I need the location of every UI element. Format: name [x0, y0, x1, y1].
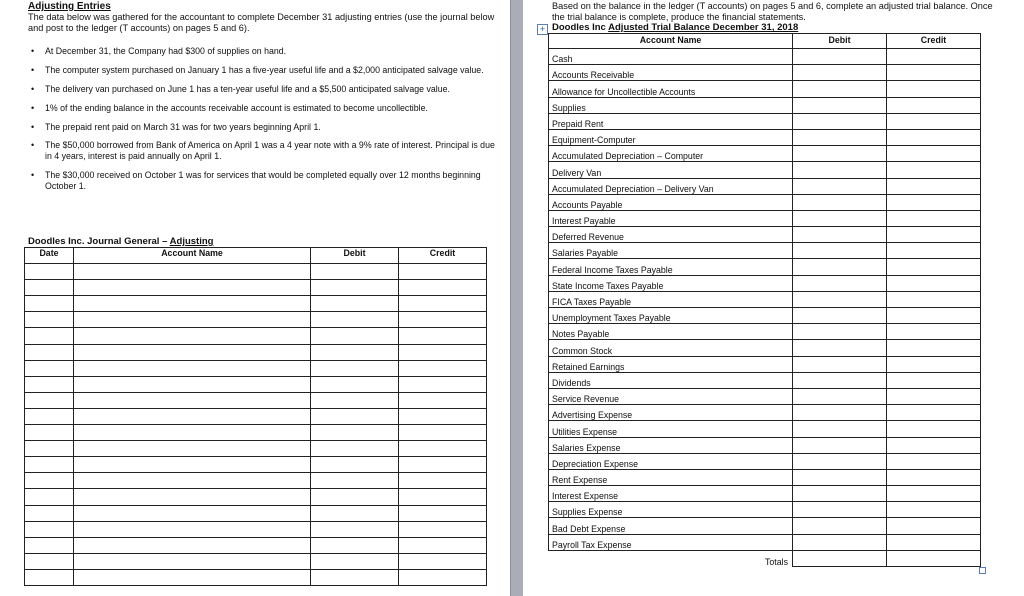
- date-cell[interactable]: [25, 312, 74, 328]
- totals-label: Totals: [765, 556, 788, 567]
- right-page: [523, 0, 1024, 596]
- account-name-cell: Bad Debt Expense: [549, 518, 793, 534]
- debit-cell[interactable]: [793, 65, 887, 81]
- account-name-cell: Salaries Expense: [549, 437, 793, 453]
- table-row: [25, 296, 487, 312]
- account-name-cell: Interest Expense: [549, 486, 793, 502]
- credit-cell[interactable]: [399, 489, 487, 505]
- account-name-cell: Notes Payable: [549, 324, 793, 340]
- debit-cell[interactable]: [311, 312, 399, 328]
- account-name-cell: FICA Taxes Payable: [549, 291, 793, 307]
- account-name-cell: Unemployment Taxes Payable: [549, 308, 793, 324]
- table-row: [25, 312, 487, 328]
- debit-cell[interactable]: [793, 227, 887, 243]
- table-row: [25, 328, 487, 344]
- plus-box-icon[interactable]: +: [537, 24, 548, 35]
- table-row: [25, 473, 487, 489]
- totals-debit-cell[interactable]: [793, 550, 887, 566]
- credit-cell[interactable]: [887, 469, 981, 485]
- account-cell[interactable]: [74, 296, 311, 312]
- account-cell[interactable]: [74, 473, 311, 489]
- table-row: [549, 81, 981, 97]
- table-row: [549, 146, 981, 162]
- account-cell[interactable]: [74, 408, 311, 424]
- list-item: • The delivery van purchased on June 1 has a ten-year useful life and a $5,500 anticipated salvage value.: [28, 84, 498, 95]
- credit-cell[interactable]: [887, 291, 981, 307]
- table-row: [549, 356, 981, 372]
- debit-cell[interactable]: [793, 194, 887, 210]
- date-cell[interactable]: [25, 328, 74, 344]
- credit-cell[interactable]: [399, 376, 487, 392]
- account-cell[interactable]: [74, 553, 311, 569]
- credit-cell[interactable]: [399, 392, 487, 408]
- credit-cell[interactable]: [887, 502, 981, 518]
- debit-cell[interactable]: [793, 421, 887, 437]
- table-row: [549, 372, 981, 388]
- journal-title: Doodles Inc. Journal General – Adjusting: [28, 236, 214, 247]
- credit-cell[interactable]: [887, 194, 981, 210]
- table-row: [549, 502, 981, 518]
- date-cell[interactable]: [25, 376, 74, 392]
- date-cell[interactable]: [25, 425, 74, 441]
- debit-cell[interactable]: [793, 308, 887, 324]
- debit-cell[interactable]: [793, 388, 887, 404]
- debit-cell[interactable]: [793, 243, 887, 259]
- debit-cell[interactable]: [793, 372, 887, 388]
- date-cell[interactable]: [25, 392, 74, 408]
- totals-credit-cell[interactable]: [887, 550, 981, 566]
- credit-cell[interactable]: [887, 259, 981, 275]
- credit-cell[interactable]: [399, 360, 487, 376]
- credit-cell[interactable]: [887, 97, 981, 113]
- account-name-cell: Interest Payable: [549, 210, 793, 226]
- table-row: [549, 178, 981, 194]
- table-row: [549, 388, 981, 404]
- table-row: [549, 324, 981, 340]
- date-cell[interactable]: [25, 521, 74, 537]
- account-name-cell: Accumulated Depreciation – Delivery Van: [549, 178, 793, 194]
- credit-cell[interactable]: [887, 372, 981, 388]
- list-item: • The $50,000 borrowed from Bank of America on April 1 was a 4 year note with a 9% rate of interest. Principal is due in 4 years, interest is paid annually on April 1.: [28, 140, 498, 161]
- account-name-cell: Accounts Receivable: [549, 65, 793, 81]
- table-row: [549, 113, 981, 129]
- table-row: [549, 227, 981, 243]
- account-name-cell: Accounts Payable: [549, 194, 793, 210]
- credit-cell[interactable]: [887, 113, 981, 129]
- account-cell[interactable]: [74, 441, 311, 457]
- table-row: [549, 194, 981, 210]
- debit-cell[interactable]: [311, 376, 399, 392]
- account-name-cell: Allowance for Uncollectible Accounts: [549, 81, 793, 97]
- date-cell[interactable]: [25, 473, 74, 489]
- table-row: [25, 280, 487, 296]
- debit-cell[interactable]: [793, 291, 887, 307]
- credit-cell[interactable]: [887, 49, 981, 65]
- credit-cell[interactable]: [887, 162, 981, 178]
- debit-cell[interactable]: [311, 457, 399, 473]
- account-cell[interactable]: [74, 376, 311, 392]
- debit-cell[interactable]: [793, 162, 887, 178]
- list-item: • The $30,000 received on October 1 was for services that would be completed equally over 12 months beginning October 1.: [28, 170, 498, 191]
- debit-cell[interactable]: [311, 344, 399, 360]
- account-name-cell: Common Stock: [549, 340, 793, 356]
- table-row: [25, 489, 487, 505]
- account-name-cell: Depreciation Expense: [549, 453, 793, 469]
- credit-cell[interactable]: [887, 437, 981, 453]
- table-row: [549, 308, 981, 324]
- header-date: Date: [25, 248, 74, 264]
- table-row: [549, 534, 981, 550]
- table-row: [549, 259, 981, 275]
- account-cell[interactable]: [74, 392, 311, 408]
- trial-balance-table: [548, 33, 981, 567]
- debit-cell[interactable]: [311, 569, 399, 585]
- debit-cell[interactable]: [793, 113, 887, 129]
- account-cell[interactable]: [74, 425, 311, 441]
- credit-cell[interactable]: [399, 425, 487, 441]
- debit-cell[interactable]: [793, 340, 887, 356]
- account-name-cell: Service Revenue: [549, 388, 793, 404]
- account-cell[interactable]: [74, 264, 311, 280]
- credit-cell[interactable]: [887, 388, 981, 404]
- header-debit: Debit: [311, 248, 399, 264]
- debit-cell[interactable]: [311, 392, 399, 408]
- debit-cell[interactable]: [793, 502, 887, 518]
- account-cell[interactable]: [74, 328, 311, 344]
- credit-cell[interactable]: [399, 521, 487, 537]
- table-row: [549, 243, 981, 259]
- credit-cell[interactable]: [399, 328, 487, 344]
- table-row: [549, 97, 981, 113]
- table-row: [549, 518, 981, 534]
- table-row: [25, 425, 487, 441]
- debit-cell[interactable]: [793, 405, 887, 421]
- account-name-cell: Equipment-Computer: [549, 129, 793, 145]
- credit-cell[interactable]: [399, 264, 487, 280]
- debit-cell[interactable]: [311, 505, 399, 521]
- table-row: [25, 344, 487, 360]
- account-name-cell: Advertising Expense: [549, 405, 793, 421]
- table-row: [25, 505, 487, 521]
- credit-cell[interactable]: [399, 296, 487, 312]
- adjusting-data-list: [28, 46, 498, 199]
- debit-cell[interactable]: [793, 210, 887, 226]
- credit-cell[interactable]: [399, 344, 487, 360]
- credit-cell[interactable]: [887, 534, 981, 550]
- table-row: [549, 421, 981, 437]
- debit-cell[interactable]: [311, 521, 399, 537]
- header-account-name: Account Name: [74, 248, 311, 264]
- credit-cell[interactable]: [887, 81, 981, 97]
- credit-cell[interactable]: [887, 486, 981, 502]
- resize-handle-icon[interactable]: [979, 567, 986, 574]
- debit-cell[interactable]: [793, 81, 887, 97]
- credit-cell[interactable]: [887, 178, 981, 194]
- table-row: [549, 291, 981, 307]
- debit-cell[interactable]: [793, 469, 887, 485]
- debit-cell[interactable]: [311, 296, 399, 312]
- debit-cell[interactable]: [311, 360, 399, 376]
- date-cell[interactable]: [25, 569, 74, 585]
- date-cell[interactable]: [25, 489, 74, 505]
- account-cell[interactable]: [74, 312, 311, 328]
- table-row: [549, 275, 981, 291]
- credit-cell[interactable]: [887, 210, 981, 226]
- debit-cell[interactable]: [311, 328, 399, 344]
- table-row: [25, 441, 487, 457]
- table-row: [549, 469, 981, 485]
- debit-cell[interactable]: [793, 259, 887, 275]
- account-name-cell: Supplies Expense: [549, 502, 793, 518]
- credit-cell[interactable]: [887, 421, 981, 437]
- debit-cell[interactable]: [793, 97, 887, 113]
- account-name-cell: Supplies: [549, 97, 793, 113]
- credit-cell[interactable]: [399, 553, 487, 569]
- account-cell[interactable]: [74, 505, 311, 521]
- totals-row: [549, 550, 981, 566]
- credit-cell[interactable]: [399, 569, 487, 585]
- credit-cell[interactable]: [399, 505, 487, 521]
- header-debit: Debit: [793, 34, 887, 49]
- table-row: [25, 376, 487, 392]
- date-cell[interactable]: [25, 457, 74, 473]
- credit-cell[interactable]: [887, 453, 981, 469]
- debit-cell[interactable]: [311, 537, 399, 553]
- credit-cell[interactable]: [399, 312, 487, 328]
- account-cell[interactable]: [74, 344, 311, 360]
- list-item: • At December 31, the Company had $300 of supplies on hand.: [28, 46, 498, 57]
- date-cell[interactable]: [25, 537, 74, 553]
- table-row: [549, 453, 981, 469]
- credit-cell[interactable]: [887, 227, 981, 243]
- debit-cell[interactable]: [311, 473, 399, 489]
- date-cell[interactable]: [25, 441, 74, 457]
- debit-cell[interactable]: [793, 437, 887, 453]
- table-row: [549, 65, 981, 81]
- credit-cell[interactable]: [887, 405, 981, 421]
- table-row: [549, 437, 981, 453]
- account-name-cell: Utilities Expense: [549, 421, 793, 437]
- credit-cell[interactable]: [887, 129, 981, 145]
- debit-cell[interactable]: [793, 486, 887, 502]
- debit-cell[interactable]: [793, 518, 887, 534]
- date-cell[interactable]: [25, 344, 74, 360]
- account-cell[interactable]: [74, 360, 311, 376]
- journal-table: [24, 247, 487, 586]
- credit-cell[interactable]: [887, 243, 981, 259]
- account-name-cell: Prepaid Rent: [549, 113, 793, 129]
- debit-cell[interactable]: [793, 178, 887, 194]
- account-cell[interactable]: [74, 489, 311, 505]
- credit-cell[interactable]: [887, 275, 981, 291]
- date-cell[interactable]: [25, 296, 74, 312]
- credit-cell[interactable]: [399, 441, 487, 457]
- table-row: [549, 210, 981, 226]
- credit-cell[interactable]: [399, 537, 487, 553]
- header-account-name: Account Name: [549, 34, 793, 49]
- debit-cell[interactable]: [793, 146, 887, 162]
- header-credit: Credit: [887, 34, 981, 49]
- debit-cell[interactable]: [793, 275, 887, 291]
- date-cell[interactable]: [25, 360, 74, 376]
- debit-cell[interactable]: [311, 280, 399, 296]
- debit-cell[interactable]: [311, 425, 399, 441]
- date-cell[interactable]: [25, 408, 74, 424]
- account-cell[interactable]: [74, 537, 311, 553]
- account-name-cell: Salaries Payable: [549, 243, 793, 259]
- account-cell[interactable]: [74, 569, 311, 585]
- table-row: [25, 408, 487, 424]
- table-row: [25, 392, 487, 408]
- debit-cell[interactable]: [793, 129, 887, 145]
- account-cell[interactable]: [74, 280, 311, 296]
- table-row: [549, 49, 981, 65]
- table-row: [549, 486, 981, 502]
- debit-cell[interactable]: [311, 441, 399, 457]
- account-name-cell: Delivery Van: [549, 162, 793, 178]
- credit-cell[interactable]: [399, 473, 487, 489]
- debit-cell[interactable]: [311, 408, 399, 424]
- table-row: [25, 521, 487, 537]
- credit-cell[interactable]: [399, 408, 487, 424]
- date-cell[interactable]: [25, 280, 74, 296]
- table-row: [25, 264, 487, 280]
- left-page: [0, 0, 510, 596]
- table-row: [25, 553, 487, 569]
- credit-cell[interactable]: [887, 356, 981, 372]
- debit-cell[interactable]: [793, 324, 887, 340]
- table-row: [549, 340, 981, 356]
- trial-balance-title: Doodles Inc Adjusted Trial Balance December 31, 2018: [552, 22, 799, 33]
- list-item: • 1% of the ending balance in the accounts receivable account is estimated to become uncollectible.: [28, 103, 498, 114]
- debit-cell[interactable]: [793, 534, 887, 550]
- account-name-cell: Dividends: [549, 372, 793, 388]
- intro-text: The data below was gathered for the accountant to complete December 31 adjusting entries (use the journal below and post to the ledger (T accounts) on pages 5 and 6).: [28, 12, 495, 33]
- table-row: [549, 129, 981, 145]
- trial-balance-instructions: Based on the balance in the ledger (T accounts) on pages 5 and 6, complete an adjusted trial balance. Once the trial balance is complete, produce the financial statements.: [552, 1, 993, 22]
- account-cell[interactable]: [74, 521, 311, 537]
- table-row: [25, 537, 487, 553]
- credit-cell[interactable]: [887, 308, 981, 324]
- list-item: • The computer system purchased on January 1 has a five-year useful life and a $2,000 anticipated salvage value.: [28, 65, 498, 76]
- date-cell[interactable]: [25, 264, 74, 280]
- credit-cell[interactable]: [887, 324, 981, 340]
- credit-cell[interactable]: [887, 340, 981, 356]
- credit-cell[interactable]: [399, 280, 487, 296]
- debit-cell[interactable]: [311, 264, 399, 280]
- table-row: [25, 457, 487, 473]
- header-credit: Credit: [399, 248, 487, 264]
- account-name-cell: Cash: [549, 49, 793, 65]
- account-name-cell: Rent Expense: [549, 469, 793, 485]
- debit-cell[interactable]: [793, 49, 887, 65]
- page-title: Adjusting Entries: [28, 1, 111, 12]
- table-row: [549, 405, 981, 421]
- credit-cell[interactable]: [887, 518, 981, 534]
- account-name-cell: Federal Income Taxes Payable: [549, 259, 793, 275]
- credit-cell[interactable]: [887, 146, 981, 162]
- table-row: [25, 360, 487, 376]
- table-row: [25, 569, 487, 585]
- debit-cell[interactable]: [311, 489, 399, 505]
- account-name-cell: Payroll Tax Expense: [549, 534, 793, 550]
- account-name-cell: Retained Earnings: [549, 356, 793, 372]
- account-name-cell: Accumulated Depreciation – Computer: [549, 146, 793, 162]
- account-name-cell: Deferred Revenue: [549, 227, 793, 243]
- debit-cell[interactable]: [793, 356, 887, 372]
- debit-cell[interactable]: [311, 553, 399, 569]
- account-cell[interactable]: [74, 457, 311, 473]
- debit-cell[interactable]: [793, 453, 887, 469]
- credit-cell[interactable]: [887, 65, 981, 81]
- date-cell[interactable]: [25, 505, 74, 521]
- account-name-cell: State Income Taxes Payable: [549, 275, 793, 291]
- credit-cell[interactable]: [399, 457, 487, 473]
- table-row: [549, 162, 981, 178]
- date-cell[interactable]: [25, 553, 74, 569]
- list-item: • The prepaid rent paid on March 31 was for two years beginning April 1.: [28, 122, 498, 133]
